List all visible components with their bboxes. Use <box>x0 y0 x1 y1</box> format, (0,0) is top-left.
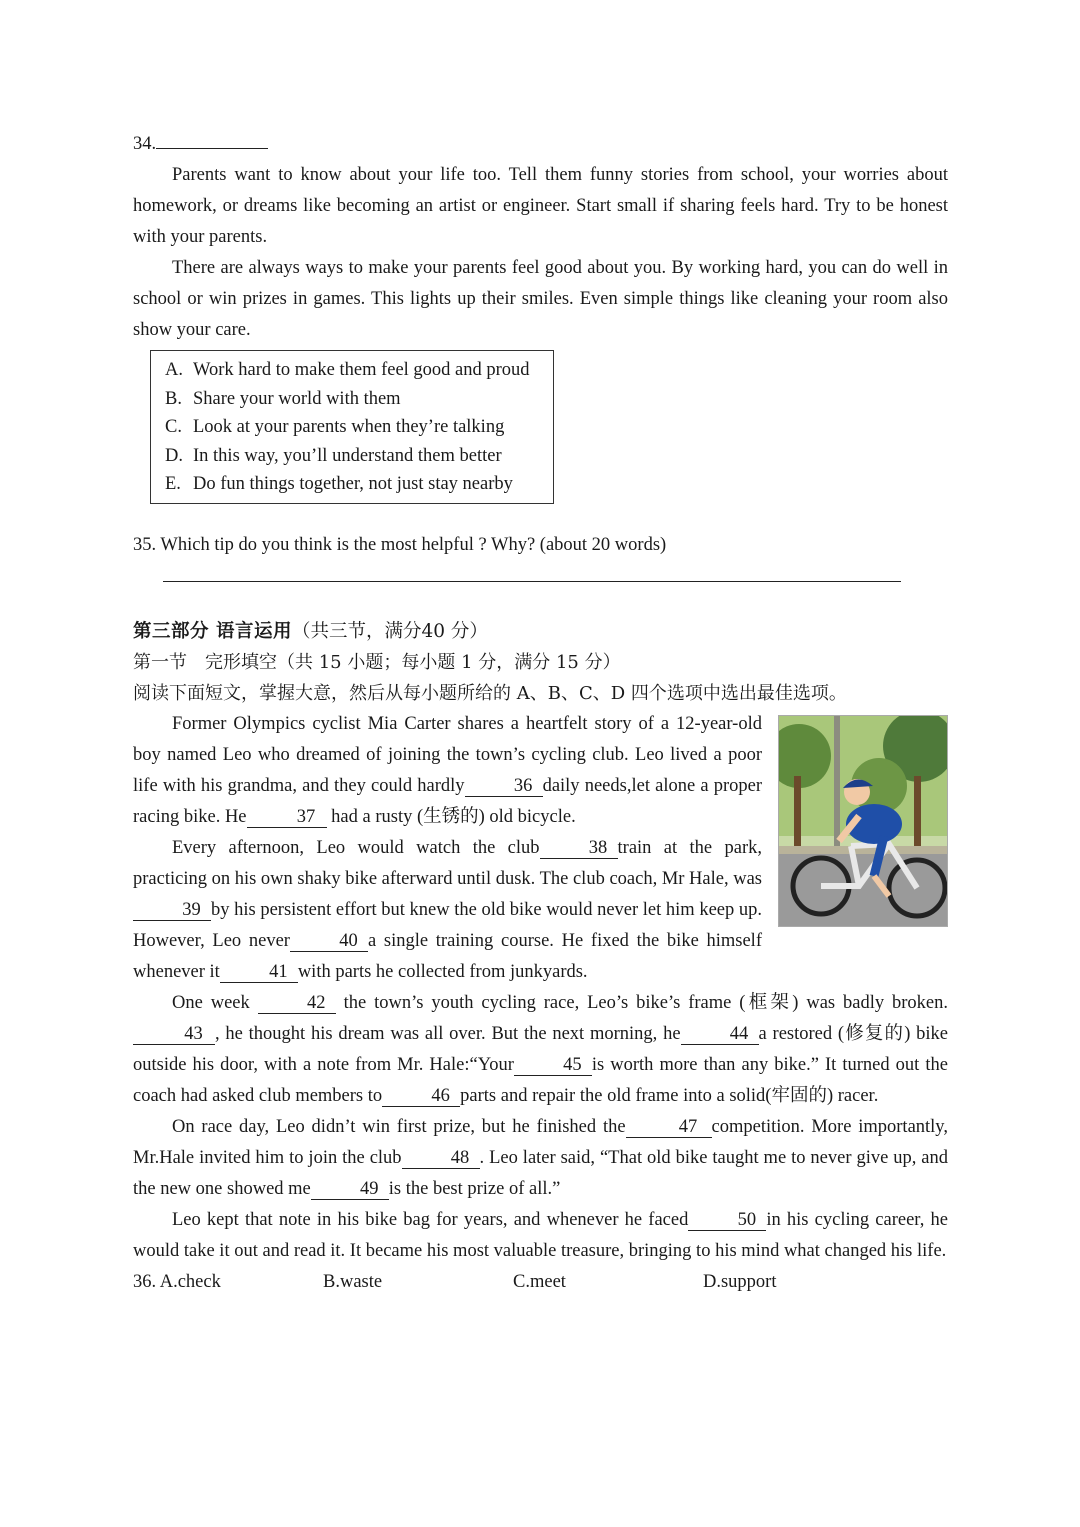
story-text: is worth more than any bike.” It turned out the coach had asked club members to <box>133 1054 948 1106</box>
choice-a[interactable]: 36. A.check <box>133 1271 221 1292</box>
option-letter: C. <box>165 417 182 437</box>
story-text: Leo kept that note in his bike bag for years, and whenever he faced <box>172 1209 689 1230</box>
blank-43[interactable]: 43 <box>133 1024 215 1045</box>
blank-50[interactable]: 50 <box>688 1210 766 1231</box>
option-c <box>165 413 553 442</box>
story-text: . Leo later said, “That old bike taught me to never give up, and the new one showed me <box>133 1147 949 1199</box>
blank-38[interactable]: 38 <box>540 838 618 859</box>
option-text: Do fun things together, not just stay nearby <box>193 474 513 494</box>
story-paragraph-3 <box>133 988 948 1112</box>
story-text: with parts he collected from junkyards. <box>297 961 588 982</box>
story-text: a restored (修复的) bike outside his door, with a note from Mr. Hale:“Your <box>133 1023 949 1075</box>
cyclist-illustration <box>778 715 948 927</box>
story-text: Every afternoon, Leo would watch the club <box>172 837 540 858</box>
story-text: , he thought his dream was all over. But the next morning, he <box>215 1023 681 1044</box>
answer-line-35[interactable] <box>163 571 901 582</box>
cyclist-icon <box>779 716 947 926</box>
option-text: Look at your parents when they’re talking <box>193 417 505 437</box>
story-text: competition. More importantly, Mr.Hale invited him to join the club <box>133 1116 948 1168</box>
blank-44[interactable]: 44 <box>681 1024 759 1045</box>
choice-b[interactable]: B.waste <box>323 1271 383 1292</box>
section-subtitle: 第一节 完形填空（共 15 小题；每小题 1 分，满分 15 分） <box>133 651 621 673</box>
section-title <box>133 616 948 647</box>
story-text: by his persistent effort but knew the old bike would never let him keep up. However, Leo never <box>133 899 762 951</box>
section-title-bold: 第三部分 语言运用 <box>133 620 292 642</box>
option-text: Share your world with them <box>193 388 401 409</box>
question-35: 35. Which tip do you think is the most helpful ? Why? (about 20 words) <box>133 534 667 555</box>
story-paragraph-4 <box>133 1112 948 1205</box>
choice-d[interactable]: D.support <box>703 1271 777 1292</box>
story-text: is the best prize of all.” <box>388 1178 561 1199</box>
question-34 <box>133 128 948 160</box>
option-e <box>165 470 553 499</box>
story-text: the town’s youth cycling race, Leo’s bike’s frame (框架) was badly broken. <box>343 992 949 1013</box>
story-text: a single training course. He fixed the bike himself whenever it <box>133 930 762 982</box>
blank-37[interactable]: 37 <box>247 807 327 828</box>
blank-39[interactable]: 39 <box>133 900 211 921</box>
story-text: On race day, Leo didn’t win first prize, but he finished the <box>172 1116 626 1137</box>
story-paragraph-5 <box>133 1205 948 1267</box>
option-letter: E. <box>165 474 181 494</box>
section-title-rest: （共三节，满分40 分） <box>291 620 488 642</box>
story-text: Former Olympics cyclist Mia Carter shares a heartfelt story of a 12-year-old boy named Leo who dreamed of joining the town’s cycling club. Leo lived a poor life with his grandma, and they could hardly <box>133 713 762 796</box>
section-instruction: 阅读下面短文，掌握大意，然后从每小题所给的 A、B、C、D 四个选项中选出最佳选项。 <box>133 682 847 704</box>
option-letter: D. <box>165 445 183 466</box>
option-a <box>165 356 553 385</box>
option-b <box>165 385 553 414</box>
story-text: parts and repair the old frame into a solid(牢固的) racer. <box>460 1085 879 1106</box>
option-letter: A. <box>165 360 183 380</box>
answer-blank-34[interactable] <box>156 128 268 149</box>
question-36-choices <box>133 1267 948 1298</box>
blank-40[interactable]: 40 <box>290 931 368 952</box>
story-text: had a rusty (生锈的) old bicycle. <box>331 806 576 827</box>
blank-42[interactable]: 42 <box>258 993 336 1014</box>
exam-page <box>133 128 948 1298</box>
story-text: train at the park, practicing on his own shaky bike afterward until dusk. The club coach, Mr Hale, was <box>133 837 762 889</box>
story-text: daily needs,let alone a proper racing bike. He <box>133 775 763 827</box>
blank-41[interactable]: 41 <box>220 962 298 983</box>
option-text: Work hard to make them feel good and proud <box>193 360 530 380</box>
blank-46[interactable]: 46 <box>382 1086 460 1107</box>
option-text: In this way, you’ll understand them better <box>193 445 502 466</box>
story-text: in his cycling career, he would take it out and read it. It became his most valuable treasure, bringing to his mind what changed his life. <box>133 1209 948 1261</box>
paragraph: There are always ways to make your parents feel good about you. By working hard, you can do well in school or win prizes in games. This lights up their smiles. Even simple things like cleaning your room also show your care. <box>133 258 948 340</box>
choice-c[interactable]: C.meet <box>513 1271 566 1292</box>
blank-36[interactable]: 36 <box>465 776 543 797</box>
blank-49[interactable]: 49 <box>311 1179 389 1200</box>
question-34-number: 34. <box>133 134 157 154</box>
paragraph: Parents want to know about your life too. Tell them funny stories from school, your worries about homework, or dreams like becoming an artist or engineer. Start small if sharing feels hard. Try to be honest with your parents. <box>133 165 948 247</box>
blank-48[interactable]: 48 <box>402 1148 480 1169</box>
blank-47[interactable]: 47 <box>626 1117 712 1138</box>
option-letter: B. <box>165 388 182 409</box>
story-text: One week <box>172 992 250 1013</box>
option-d <box>165 442 553 471</box>
blank-45[interactable]: 45 <box>514 1055 592 1076</box>
options-box <box>150 350 554 504</box>
